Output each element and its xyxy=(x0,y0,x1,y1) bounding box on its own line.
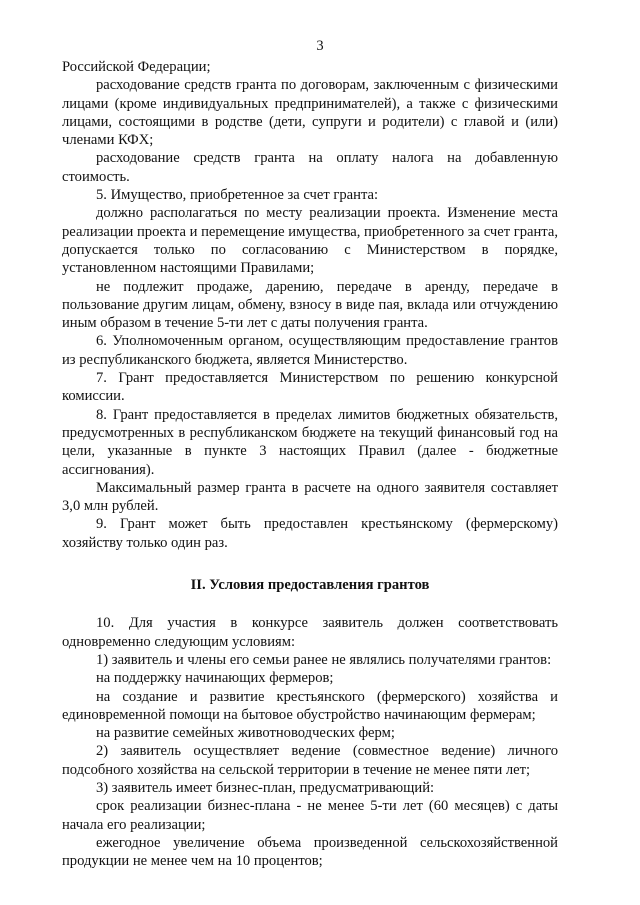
section-heading: II. Условия предоставления грантов xyxy=(190,577,430,594)
paragraph: 6. Уполномоченным органом, осуществляющим предоставление грантов из республиканского бюджета, является Министерство. xyxy=(62,333,558,368)
paragraph: должно располагаться по месту реализации проекта. Изменение места реализации проекта и перемещение имущества, приобретенного за счет гранта, допускается только по согласованию с Министерством в порядке, установленном настоящими Правилами; xyxy=(62,205,558,277)
paragraph: 9. Грант может быть предоставлен крестьянскому (фермерскому) хозяйству только один раз. xyxy=(62,516,558,551)
paragraph: Российской Федерации; xyxy=(62,59,211,75)
paragraph: 1) заявитель и члены его семьи ранее не являлись получателями грантов: xyxy=(96,651,552,668)
paragraph: Максимальный размер гранта в расчете на одного заявителя составляет 3,0 млн рублей. xyxy=(62,479,558,515)
paragraph: ежегодное увеличение объема произведенной сельскохозяйственной продукции не менее чем на 10 процентов; xyxy=(62,834,558,870)
paragraph: расходование средств гранта на оплату налога на добавленную стоимость. xyxy=(62,150,558,185)
paragraph: на развитие семейных животноводческих ферм; xyxy=(96,725,395,742)
paragraph: 2) заявитель осуществляет ведение (совместное ведение) личного подсобного хозяйства на сельской территории в течение не менее пяти лет; xyxy=(62,743,558,778)
paragraph: 3) заявитель имеет бизнес-план, предусматривающий: xyxy=(96,779,435,796)
paragraph: 7. Грант предоставляется Министерством по решению конкурсной комиссии. xyxy=(62,370,558,405)
page-number: 3 xyxy=(316,38,324,54)
paragraph: 10. Для участия в конкурсе заявитель должен соответствовать одновременно следующим условиям: xyxy=(62,615,558,650)
paragraph: 5. Имущество, приобретенное за счет гранта: xyxy=(96,187,379,204)
document-body xyxy=(62,58,558,870)
paragraph: на поддержку начинающих фермеров; xyxy=(96,670,334,687)
paragraph: срок реализации бизнес-плана - не менее 5-ти лет (60 месяцев) с даты начала его реализации; xyxy=(62,798,558,833)
paragraph: расходование средств гранта по договорам, заключенным с физическими лицами (кроме индивидуальных предпринимателей), а также с физическими лицами, состоящими в родстве (дети, супруги и родители) с главой и (или) членами КФХ; xyxy=(62,77,558,149)
paragraph: на создание и развитие крестьянского (фермерского) хозяйства и единовременной помощи на бытовое обустройство начинающим фермерам; xyxy=(62,688,558,723)
paragraph: не подлежит продаже, дарению, передаче в аренду, передаче в пользование другим лицам, обмену, взносу в виде пая, вклада или отчуждению иным образом в течение 5-ти лет с даты получения гранта. xyxy=(62,278,558,332)
paragraph: 8. Грант предоставляется в пределах лимитов бюджетных обязательств, предусмотренных в республиканском бюджете на текущий финансовый год на цели, указанные в пункте 3 настоящих Правил (далее - бюджетные ассигнования). xyxy=(62,406,558,478)
paragraph-group-bottom xyxy=(62,614,558,870)
paragraph-group-top xyxy=(62,58,558,552)
